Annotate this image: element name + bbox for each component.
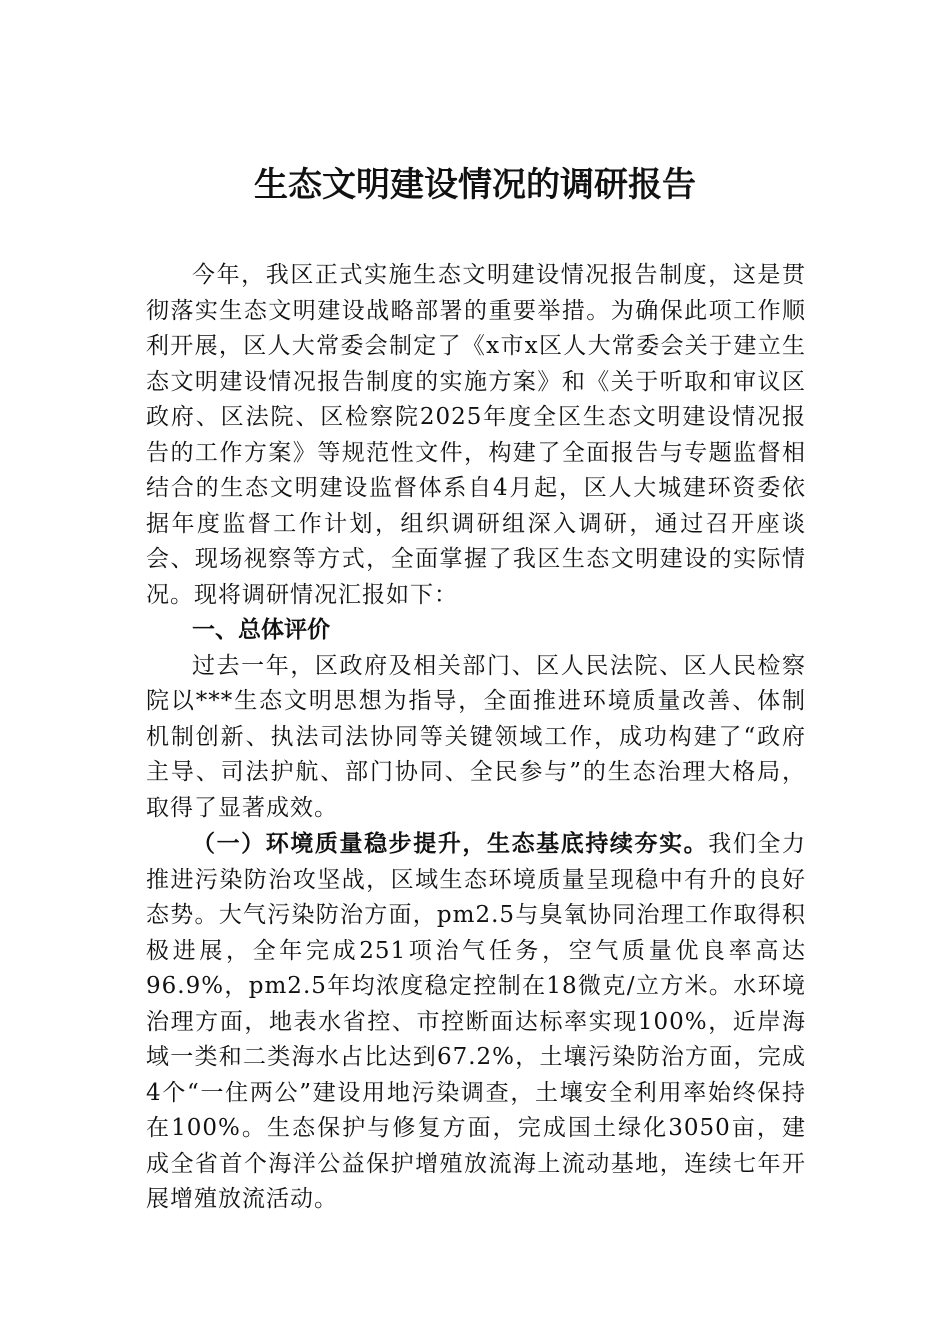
document-body — [146, 258, 806, 1218]
subsection-heading-environment-quality: （一）环境质量稳步提升，生态基底持续夯实。 — [192, 830, 709, 857]
document-title: 生态文明建设情况的调研报告 — [254, 165, 696, 205]
intro-paragraph: 今年，我区正式实施生态文明建设情况报告制度，这是贯彻落实生态文明建设战略部署的重要举措。为确保此项工作顺利开展，区人大常委会制定了《x市x区人大常委会关于建立生态文明建设情况报告制度的实施方案》和《关于听取和审议区政府、区法院、区检察院2025年度全区生态文明建设情况报告的工作方案》等规范性文件，构建了全面报告与专题监督相结合的生态文明建设监督体系自4月起，区人大城建环资委依据年度监督工作计划，组织调研组深入调研，通过召开座谈会、现场视察等方式，全面掌握了我区生态文明建设的实际情况。现将调研情况汇报如下： — [146, 262, 806, 608]
overall-evaluation-paragraph: 过去一年，区政府及相关部门、区人民法院、区人民检察院以***生态文明思想为指导，全面推进环境质量改善、体制机制创新、执法司法协同等关键领域工作，成功构建了“政府主导、司法护航、部门协同、全民参与”的生态治理大格局，取得了显著成效。 — [146, 652, 806, 821]
environment-quality-paragraph — [146, 826, 806, 1218]
section-heading-overall-evaluation: 一、总体评价 — [192, 617, 330, 643]
environment-quality-text: 我们全力推进污染防治攻坚战，区域生态环境质量呈现稳中有升的良好态势。大气污染防治方面，pm2.5与臭氧协同治理工作取得积极进展，全年完成251项治气任务，空气质量优良率高达96.9%，pm2.5年均浓度稳定控制在18微克/立方米。水环境治理方面，地表水省控、市控断面达标率实现100%，近岸海域一类和二类海水占比达到67.2%，土壤污染防治方面，完成4个“一住两公”建设用地污染调查，土壤安全利用率始终保持在100%。生态保护与修复方面，完成国土绿化3050亩，建成全省首个海洋公益保护增殖放流海上流动基地，连续七年开展增殖放流活动。 — [146, 831, 807, 1212]
